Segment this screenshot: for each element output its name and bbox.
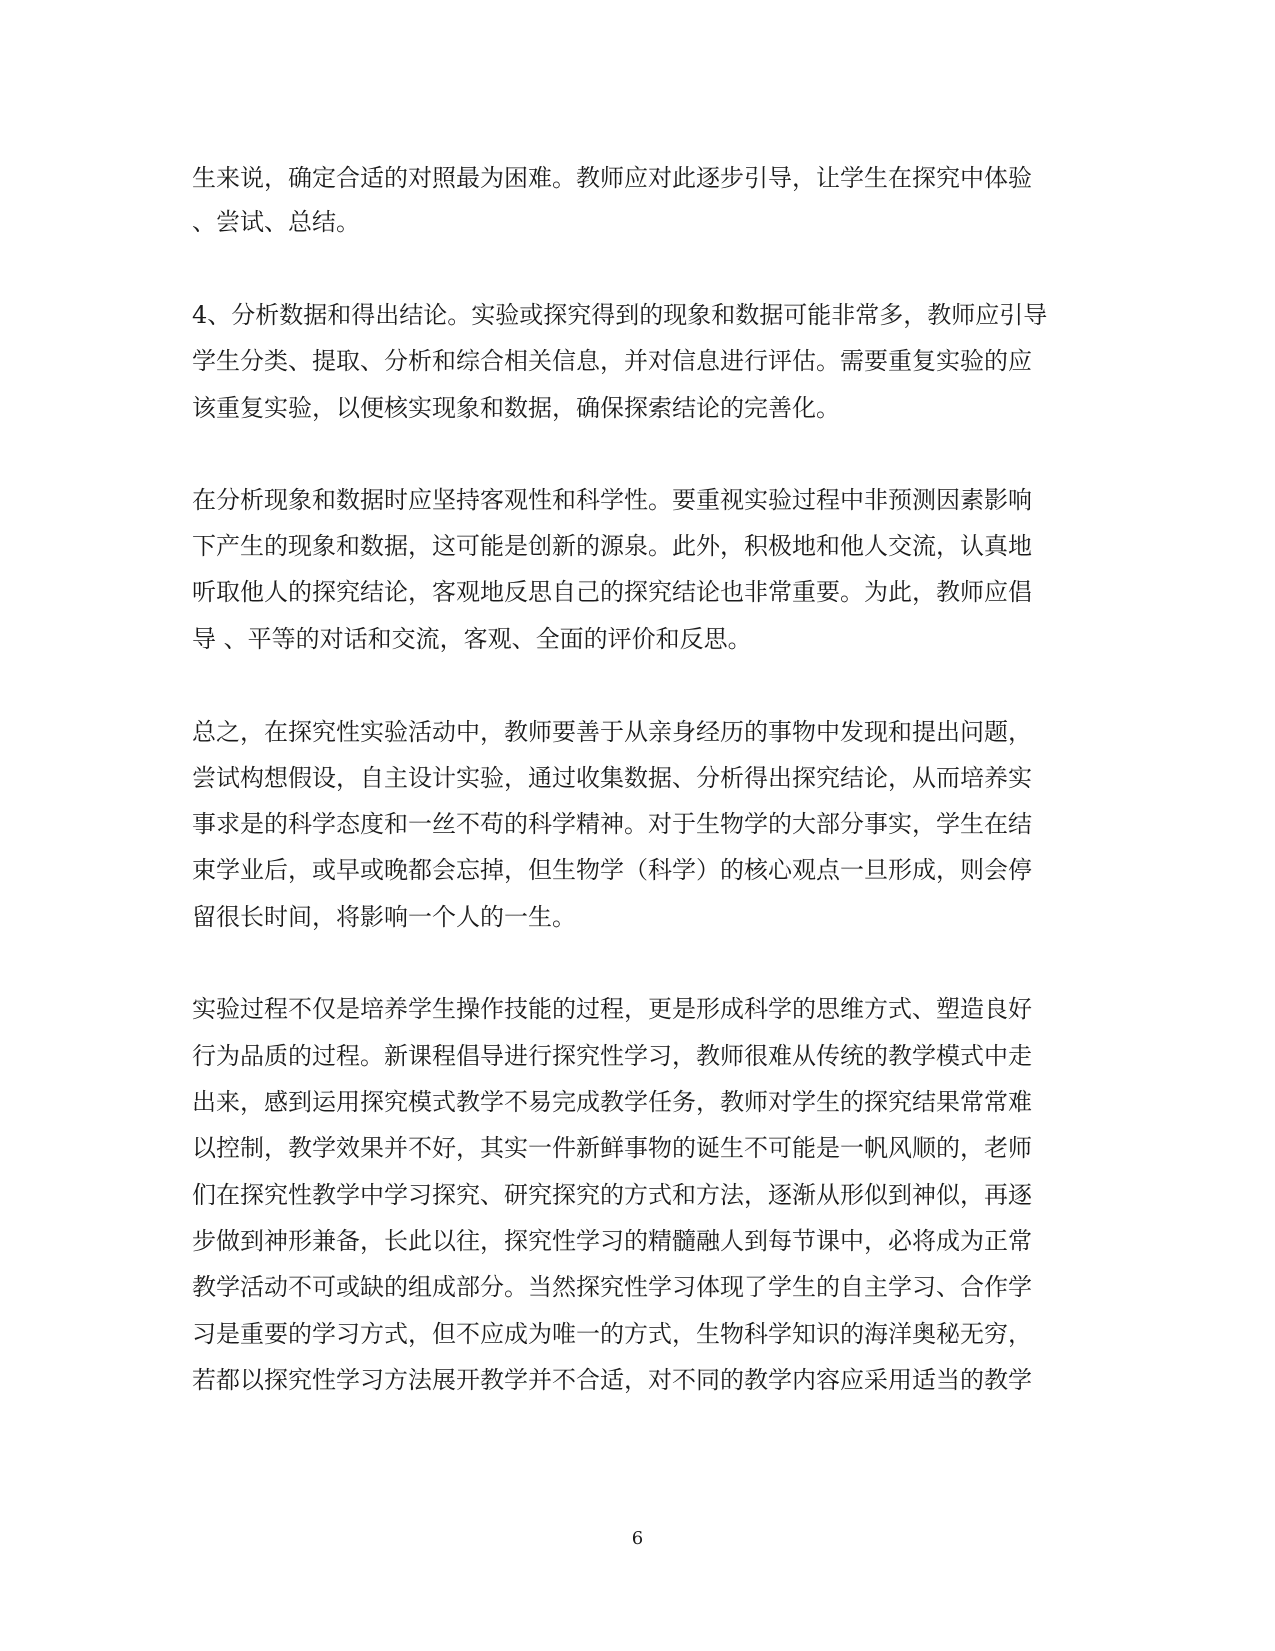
text-line: 教学活动不可或缺的组成部分。当然探究性学习体现了学生的自主学习、合作学 (192, 1273, 1032, 1301)
text-line: 总之，在探究性实验活动中，教师要善于从亲身经历的事物中发现和提出问题， (192, 718, 1032, 746)
text-line: 在分析现象和数据时应坚持客观性和科学性。要重视实验过程中非预测因素影响 (192, 486, 1032, 514)
text-line: 行为品质的过程。新课程倡导进行探究性学习，教师很难从传统的教学模式中走 (192, 1042, 1032, 1070)
text-line: 听取他人的探究结论，客观地反思自己的探究结论也非常重要。为此，教师应倡 (192, 578, 1032, 606)
text-line: 们在探究性教学中学习探究、研究探究的方式和方法，逐渐从形似到神似，再逐 (192, 1181, 1032, 1209)
text-line: 实验过程不仅是培养学生操作技能的过程，更是形成科学的思维方式、塑造良好 (192, 995, 1032, 1023)
text-line: 步做到神形兼备，长此以往，探究性学习的精髓融人到每节课中，必将成为正常 (192, 1227, 1032, 1255)
text-line: 出来，感到运用探究模式教学不易完成教学任务，教师对学生的探究结果常常难 (192, 1088, 1032, 1116)
text-line: 束学业后，或早或晚都会忘掉，但生物学（科学）的核心观点一旦形成，则会停 (192, 856, 1032, 884)
text-line: 事求是的科学态度和一丝不苟的科学精神。对于生物学的大部分事实，学生在结 (192, 810, 1032, 838)
text-line: 习是重要的学习方式，但不应成为唯一的方式，生物科学知识的海洋奥秘无穷， (192, 1320, 1032, 1348)
text-line: 若都以探究性学习方法展开教学并不合适，对不同的教学内容应采用适当的教学 (192, 1366, 1032, 1394)
text-line: 导 、平等的对话和交流，客观、全面的评价和反思。 (192, 625, 752, 653)
text-line: 、尝试、总结。 (192, 208, 360, 236)
text-line: 以控制，教学效果并不好，其实一件新鲜事物的诞生不可能是一帆风顺的，老师 (192, 1134, 1032, 1162)
page-number: 6 (631, 1528, 644, 1549)
text-line: 尝试构想假设，自主设计实验，通过收集数据、分析得出探究结论，从而培养实 (192, 764, 1032, 792)
text-line: 该重复实验，以便核实现象和数据，确保探索结论的完善化。 (192, 394, 840, 422)
text-line: 生来说，确定合适的对照最为困难。教师应对此逐步引导，让学生在探究中体验 (192, 164, 1032, 192)
text-line: 4、分析数据和得出结论。实验或探究得到的现象和数据可能非常多，教师应引导 (192, 301, 1048, 329)
text-line: 留很长时间，将影响一个人的一生。 (192, 903, 576, 931)
text-line: 下产生的现象和数据，这可能是创新的源泉。此外，积极地和他人交流，认真地 (192, 532, 1032, 560)
text-line: 学生分类、提取、分析和综合相关信息，并对信息进行评估。需要重复实验的应 (192, 347, 1032, 375)
